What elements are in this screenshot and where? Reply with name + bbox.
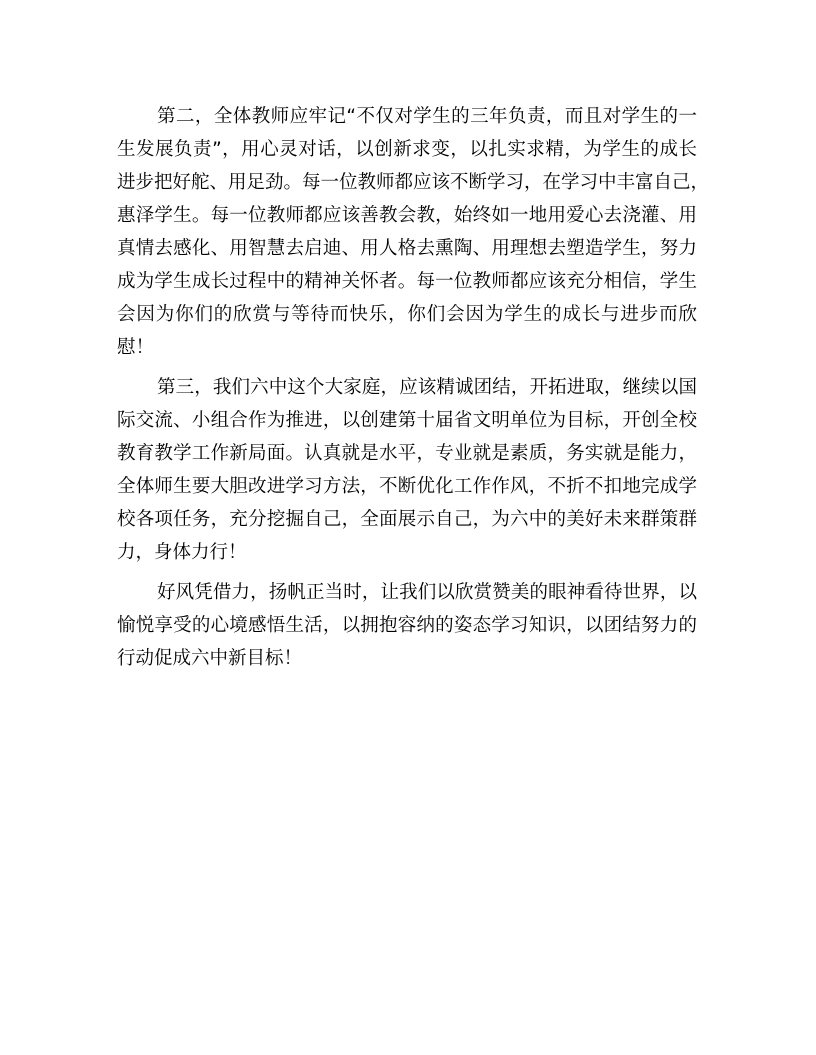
text-line: 第二，全体教师应牢记“不仅对学生的三年负责，而且对学生的一 — [157, 106, 697, 127]
text-line: 第三，我们六中这个大家庭，应该精诚团结，开拓进取，继续以国 — [157, 377, 697, 398]
text-line: 好风凭借力，扬帆正当时，让我们以欣赏赞美的眼神看待世界，以 — [157, 582, 697, 603]
text-line: 会因为你们的欣赏与等待而快乐，你们会因为学生的成长与进步而欣 — [117, 304, 697, 325]
paragraph-3 — [117, 371, 697, 569]
text-line: 惠泽学生。每一位教师都应该善教会教，始终如一地用爱心去浇灌、用 — [117, 205, 697, 226]
text-line: 进步把好舵、用足劲。每一位教师都应该不断学习，在学习中丰富自己， — [117, 172, 710, 193]
text-line: 力，身体力行！ — [117, 542, 247, 563]
text-line: 成为学生成长过程中的精神关怀者。每一位教师都应该充分相信，学生 — [117, 271, 697, 292]
text-line: 教育教学工作新局面。认真就是水平，专业就是素质，务实就是能力， — [117, 443, 697, 464]
text-line: 生发展负责”，用心灵对话，以创新求变，以扎实求精，为学生的成长 — [117, 139, 697, 160]
paragraph-2 — [117, 100, 710, 364]
text-line: 全体师生要大胆改进学习方法，不断优化工作作风，不折不扣地完成学 — [117, 476, 697, 497]
text-line: 真情去感化、用智慧去启迪、用人格去熏陶、用理想去塑造学生，努力 — [117, 238, 697, 259]
text-line: 行动促成六中新目标！ — [117, 648, 303, 669]
text-line: 愉悦享受的心境感悟生活，以拥抱容纳的姿态学习知识，以团结努力的 — [117, 615, 697, 636]
paragraph-closing — [117, 576, 697, 675]
document-body — [117, 100, 710, 675]
text-line: 慰！ — [117, 337, 155, 358]
text-line: 际交流、小组合作为推进，以创建第十届省文明单位为目标，开创全校 — [117, 410, 697, 431]
text-line: 校各项任务，充分挖掘自己，全面展示自己，为六中的美好未来群策群 — [117, 509, 697, 530]
